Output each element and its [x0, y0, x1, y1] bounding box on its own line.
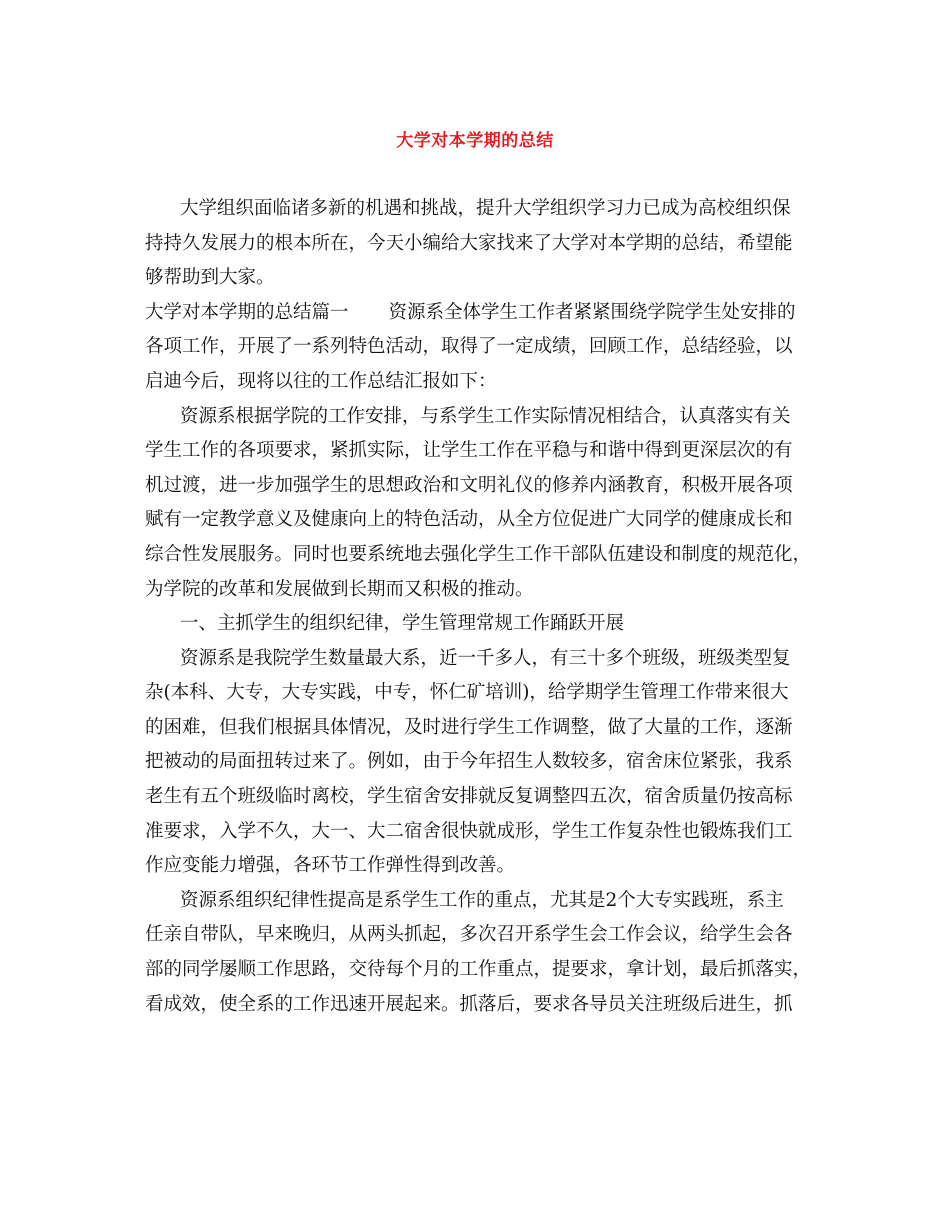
- text-line: 资源系全体学生工作者紧紧围绕学院学生处安排的: [388, 302, 796, 323]
- text-line: 大学组织面临诸多新的机遇和挑战，提升大学组织学习力已成为高校组织保: [180, 198, 791, 219]
- text-line: 够帮助到大家。: [145, 267, 275, 288]
- text-line: 的困难，但我们根据具体情况，及时进行学生工作调整，做了大量的工作，逐渐: [145, 717, 793, 738]
- text-line: 为学院的改革和发展做到长期而又积极的推动。: [145, 579, 534, 600]
- text-line: 资源系组织纪律性提高是系学生工作的重点，尤其是2个大专实践班，系主: [180, 890, 784, 911]
- text-line: 杂(本科、大专，大专实践，中专，怀仁矿培训)，给学期学生管理工作带来很大: [145, 682, 789, 703]
- section-heading: 大学对本学期的总结篇一: [145, 302, 349, 323]
- text-line: 赋有一定教学意义及健康向上的特色活动，从全方位促进广大同学的健康成长和: [145, 509, 793, 530]
- text-line: 资源系根据学院的工作安排，与系学生工作实际情况相结合，认真落实有关: [180, 406, 791, 427]
- text-line: 部的同学屡顺工作思路，交待每个月的工作重点，提要求，拿计划，最后抓落实，: [145, 959, 812, 980]
- text-line: 学生工作的各项要求，紧抓实际，让学生工作在平稳与和谐中得到更深层次的有: [145, 440, 793, 461]
- section-heading-line: [145, 302, 796, 324]
- subheading-line: 一、主抓学生的组织纪律，学生管理常规工作踊跃开展: [180, 613, 625, 634]
- text-line: 启迪今后，现将以往的工作总结汇报如下：: [145, 371, 497, 392]
- text-line: 任亲自带队，早来晚归，从两头抓起，多次召开系学生会工作会议，给学生会各: [145, 924, 793, 945]
- document-title: 大学对本学期的总结: [396, 131, 554, 151]
- text-line: 持持久发展力的根本所在，今天小编给大家找来了大学对本学期的总结，希望能: [145, 233, 793, 254]
- text-line: 老生有五个班级临时离校，学生宿舍安排就反复调整四五次，宿舍质量仍按高标: [145, 786, 793, 807]
- text-line: 看成效，使全系的工作迅速开展起来。抓落后，要求各导员关注班级后进生，抓: [145, 994, 793, 1015]
- text-line: 机过渡，进一步加强学生的思想政治和文明礼仪的修养内涵教育，积极开展各项: [145, 475, 793, 496]
- text-line: 各项工作，开展了一系列特色活动，取得了一定成绩，回顾工作，总结经验，以: [145, 336, 793, 357]
- text-line: 准要求，入学不久，大一、大二宿舍很快就成形，学生工作复杂性也锻炼我们工: [145, 821, 793, 842]
- text-line: 把被动的局面扭转过来了。例如，由于今年招生人数较多，宿舍床位紧张，我系: [145, 751, 793, 772]
- text-line: 作应变能力增强，各环节工作弹性得到改善。: [145, 855, 516, 876]
- text-line: 资源系是我院学生数量最大系，近一千多人，有三十多个班级，班级类型复: [180, 648, 791, 669]
- text-line: 综合性发展服务。同时也要系统地去强化学生工作干部队伍建设和制度的规范化，: [145, 544, 812, 565]
